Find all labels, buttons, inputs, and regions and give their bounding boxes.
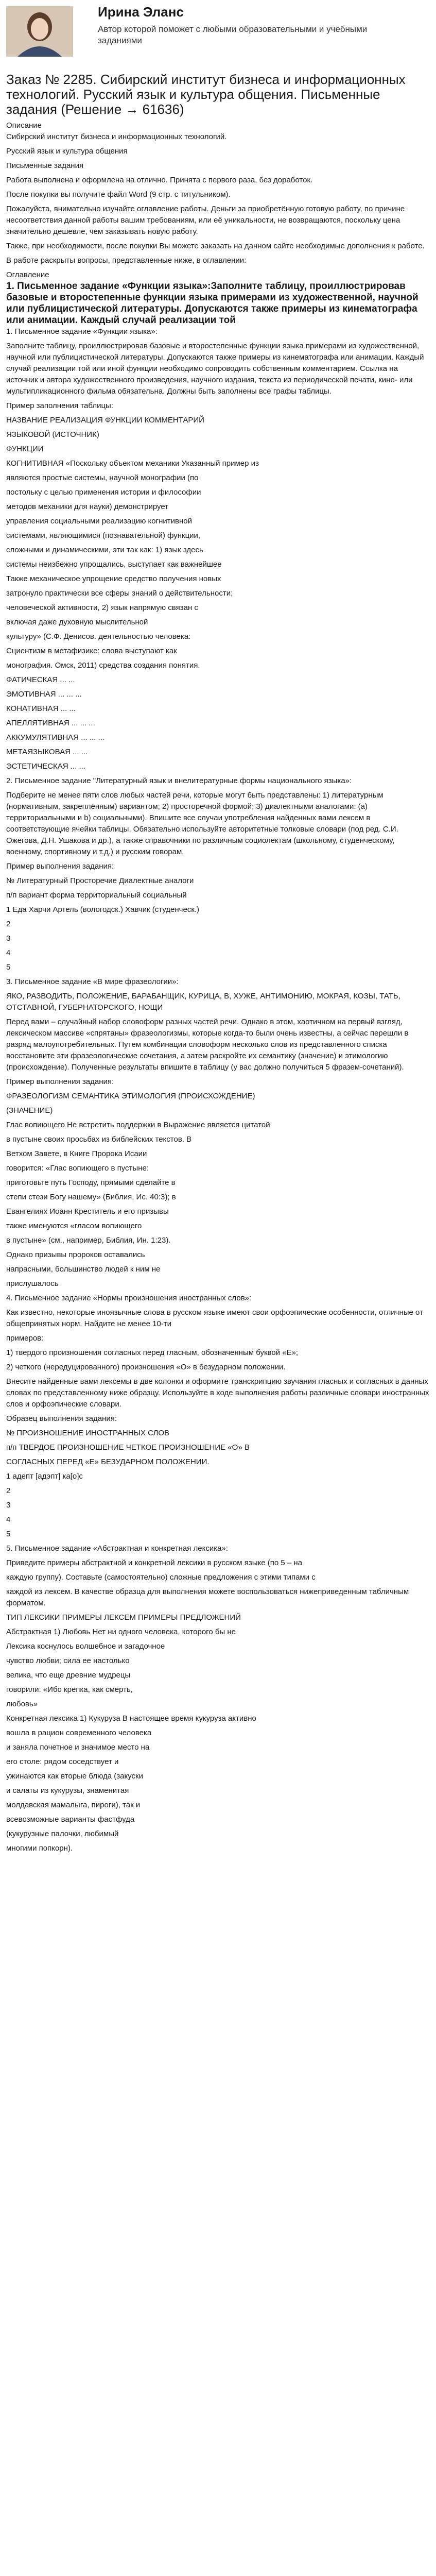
text-line: напрасными, большинство людей к ним не xyxy=(6,1265,161,1274)
text-line: включая даже духовную мыслительной xyxy=(6,618,148,626)
text-line: 1 адепт [адэпт] ка[о]с xyxy=(6,1472,83,1481)
text-line: (кукурузные палочки, любимый xyxy=(6,1829,119,1838)
text-line: Письменные задания xyxy=(6,161,84,170)
text-line: Также, при необходимости, после покупки Вы можете заказать на данном сайте необходимые дополнения к работе. xyxy=(6,242,425,250)
text-line: ЯКО, РАЗВОДИТЬ, ПОЛОЖЕНИЕ, БАРАБАНЩИК, КУРИЦА, В, ХУЖЕ, АНТИМОНИЮ, МОКРАЯ, КОЗЫ, ТАТЬ, ОТСТАВНОЙ, ГУБЕРНАТОРСКОГО, НОЩИ xyxy=(6,992,403,1012)
text-line: постольку с целью применения истории и философии xyxy=(6,488,201,497)
text-line: 1 Еда Харчи Артель (вологодск.) Хавчик (студенческ.) xyxy=(6,905,200,914)
text-line: ужинаются как вторые блюда (закуски xyxy=(6,1772,143,1781)
section-heading: 1. Письменное задание «Функции языка»:Заполните таблицу, проиллюстрировав базовые и второстепенные функции языка примерами из художественной, научной или публицистической литературы. Допускаются также примеры из кинематографа или анимации. Каждый случай реализации той xyxy=(6,281,421,326)
text-line: ЭМОТИВНАЯ ... ... ... xyxy=(6,690,82,699)
text-line: Ветхом Завете, в Книге Пророка Исаии xyxy=(6,1149,147,1158)
text-line: ТИП ЛЕКСИКИ ПРИМЕРЫ ЛЕКСЕМ ПРИМЕРЫ ПРЕДЛОЖЕНИЙ xyxy=(6,1613,241,1622)
text-line: Внесите найденные вами лексемы в две колонки и оформите транскрипцию звучания гласных и согласных в данных словах по представленному ниже образцу. Используйте в ходе выполнения работы различные словари иностранных слов и орфоэпические словари. xyxy=(6,1377,431,1409)
text-line: степи стези Богу нашему» (Библия, Ис. 40:3); в xyxy=(6,1193,176,1201)
text-line: 2 xyxy=(6,920,11,928)
order-description xyxy=(6,120,430,1854)
text-line: Пример заполнения таблицы: xyxy=(6,401,113,410)
text-line: Абстрактная 1) Любовь Нет ни одного человека, которого бы не xyxy=(6,1628,236,1636)
text-line: ФРАЗЕОЛОГИЗМ СЕМАНТИКА ЭТИМОЛОГИЯ (ПРОИСХОЖДЕНИЕ) xyxy=(6,1092,255,1100)
text-line: Приведите примеры абстрактной и конкретной лексики в русском языке (по 5 – на xyxy=(6,1558,303,1567)
text-line: являются простые системы, научной монографии (по xyxy=(6,473,199,482)
text-line: Евангелиях Иоанн Креститель и его призывы xyxy=(6,1207,169,1216)
text-line: Также механическое упрощение средство получения новых xyxy=(6,574,221,583)
text-line: НАЗВАНИЕ РЕАЛИЗАЦИЯ ФУНКЦИИ КОММЕНТАРИЙ xyxy=(6,416,204,425)
text-line: Пример выполнения задания: xyxy=(6,862,114,871)
text-line: чувство любви; сила ее настолько xyxy=(6,1656,130,1665)
text-line: Оглавление xyxy=(6,270,49,279)
text-line: Сциентизм в метафизике: слова выступают как xyxy=(6,647,177,655)
text-line: (ЗНАЧЕНИЕ) xyxy=(6,1106,53,1115)
text-line: 3 xyxy=(6,934,11,943)
text-line: № Литературный Просторечие Диалектные аналоги xyxy=(6,876,194,885)
text-line: Перед вами – случайный набор словоформ разных частей речи. Однако в этом, хаотичном на первый взгляд, лексическом массиве «спрятаны» фразеологизмы, которые когда-то были очень известны, а сейчас перешли в разряд малоупотребительных. Путем комбинации словоформ несколько слов из представленного списка восстановите эти фразеологические сочетания, а затем раскройте их семантику (значение) и этимологию (происхождение). Полученные результаты впишите в таблицу (у вас должно получиться 5 фразем-сочетаний). xyxy=(6,1018,411,1072)
avatar-image xyxy=(6,6,73,57)
text-line: 3 xyxy=(6,1501,11,1510)
text-line: и заняла почетное и значимое место на xyxy=(6,1743,150,1752)
order-title: Заказ № 2285. Сибирский институт бизнеса и информационных технологий. Русский язык и культура общения. Письменные задания (Решение → 61636) xyxy=(6,72,406,117)
text-line: управления социальными реализацию когнитивной xyxy=(6,517,192,526)
text-line: Образец выполнения задания: xyxy=(6,1414,117,1423)
text-line: 4 xyxy=(6,948,11,957)
text-line: системами, являющимися (познавательной) функции, xyxy=(6,531,201,540)
text-line: методов механики для науки) демонстрирует xyxy=(6,502,169,511)
text-line: 2 xyxy=(6,1486,11,1495)
text-line: ЯЗЫКОВОЙ (ИСТОЧНИК) xyxy=(6,430,99,439)
text-line: каждой из лексем. В качестве образца для выполнения можете воспользоваться нижеприведенным табличным форматом. xyxy=(6,1587,411,1607)
text-line: КОНАТИВНАЯ ... ... xyxy=(6,704,76,713)
text-line: 5 xyxy=(6,1530,11,1538)
text-line: Как известно, некоторые иноязычные слова в русском языке имеют свои орфоэпические особенности, отличные от общепринятых норм. Найдите не менее 10-ти xyxy=(6,1308,426,1328)
text-line: ФУНКЦИИ xyxy=(6,445,44,453)
text-line: п/п ТВЕРДОЕ ПРОИЗНОШЕНИЕ ЧЕТКОЕ ПРОИЗНОШЕНИЕ «О» В xyxy=(6,1443,250,1452)
text-line: 2. Письменное задание "Литературный язык и внелитературные формы национального языка»: xyxy=(6,776,352,785)
text-line: КОГНИТИВНАЯ «Поскольку объектом механики Указанный пример из xyxy=(6,459,259,468)
text-line: также именуются «гласом вопиющего xyxy=(6,1222,142,1230)
text-line: АПЕЛЛЯТИВНАЯ ... ... ... xyxy=(6,719,95,727)
text-line: Конкретная лексика 1) Кукуруза В настоящее время кукуруза активно xyxy=(6,1714,256,1723)
text-line: всевозможные варианты фастфуда xyxy=(6,1815,135,1824)
text-line: ЭСТЕТИЧЕСКАЯ ... ... xyxy=(6,762,85,771)
text-line: в пустыне» (см., например, Библия, Ин. 1:23). xyxy=(6,1236,171,1245)
text-line: примеров: xyxy=(6,1334,44,1343)
text-line: 1. Письменное задание «Функции языка»: xyxy=(6,327,158,336)
text-line: Подберите не менее пяти слов любых частей речи, которые могут быть представлены: 1) литературным (нормативным, закреплённым) вариантом; 2) просторечной формой; 3) диалектными аналогами: (а) территориальными и b) социальными). Впишите все случаи употребления найденных вами лексем в соответствующие ячейки таблицы. Обязательно используйте авторитетные толковые словари (под ред. С.И. Ожегова, Д.Н. Ушакова и др.), а также справочники по различным социолектам (школьному, студенческому, военному, спортивному и т.д.) и русским говорам. xyxy=(6,791,400,856)
text-line: любовь» xyxy=(6,1700,38,1708)
text-line: 5 xyxy=(6,963,11,972)
text-line: Однако призывы пророков оставались xyxy=(6,1250,145,1259)
text-line: велика, что еще древние мудрецы xyxy=(6,1671,131,1680)
text-line: вошла в рацион современного человека xyxy=(6,1728,152,1737)
text-line: 2) четкого (нередуцированного) произношения «О» в безударном положении. xyxy=(6,1363,286,1371)
text-line: Описание xyxy=(6,121,42,130)
text-line: 3. Письменное задание «В мире фразеологии»: xyxy=(6,977,179,986)
text-line: говорили: «Ибо крепка, как смерть, xyxy=(6,1685,133,1694)
text-line: молдавская мамалыга, пироги), так и xyxy=(6,1801,141,1809)
text-line: п/п вариант форма территориальный социальный xyxy=(6,891,187,900)
text-line: 1) твердого произношения согласных перед гласным, обозначенным буквой «Е»; xyxy=(6,1348,299,1357)
text-line: его столе: рядом соседствует и xyxy=(6,1757,119,1766)
author-header xyxy=(0,0,436,62)
text-line: ФАТИЧЕСКАЯ ... ... xyxy=(6,675,75,684)
text-line: Русский язык и культура общения xyxy=(6,147,128,156)
text-line: культуру» (С.Ф. Денисов. деятельностью человека: xyxy=(6,632,191,641)
text-line: 4 xyxy=(6,1515,11,1524)
text-line: Заполните таблицу, проиллюстрировав базовые и второстепенные функции языка примерами из художественной, научной или публицистической литературы. Допускаются также примеры из кинематографа или анимации. Каждый случай реализации той или иной функции необходимо сопроводить собственным комментарием. Ссылка на источник и автора художественного произведения, научного издания, текста из периодической печати, кино- или мультипликационного фильма обязательна. Должны быть заполнены все графы таблицы. xyxy=(6,342,426,396)
text-line: Глас вопиющего Не встретить поддержки в Выражение является цитатой xyxy=(6,1121,270,1129)
author-description: Автор которой поможет с любыми образовательными и учебными заданиями xyxy=(98,24,368,45)
text-line: Пожалуйста, внимательно изучайте оглавление работы. Деньги за приобретённую готовую работу, по причине несоответствия данной работы вашим требованиям, или её уникальности, не возвращаются, поскольку цена значительно дешевле, чем заказывать новую работу. xyxy=(6,205,407,236)
text-line: Сибирский институт бизнеса и информационных технологий. xyxy=(6,132,227,141)
text-line: прислушалось xyxy=(6,1279,59,1288)
order-content xyxy=(6,72,430,1857)
text-line: затронуло практически все сферы знаний о действительности; xyxy=(6,589,233,598)
text-line: каждую группу). Составьте (самостоятельно) сложные предложения с этими типами с xyxy=(6,1573,316,1582)
text-line: Работа выполнена и оформлена на отлично. Принята с первого раза, без доработок. xyxy=(6,176,313,184)
text-line: В работе раскрыты вопросы, представленные ниже, в оглавлении: xyxy=(6,256,247,265)
text-line: Лексика коснулось волшебное и загадочное xyxy=(6,1642,165,1651)
text-line: МЕТАЯЗЫКОВАЯ ... ... xyxy=(6,748,88,756)
text-line: № ПРОИЗНОШЕНИЕ ИНОСТРАННЫХ СЛОВ xyxy=(6,1429,170,1437)
text-line: 5. Письменное задание «Абстрактная и конкретная лексика»: xyxy=(6,1544,228,1553)
text-line: говорится: «Глас вопиющего в пустыне: xyxy=(6,1164,149,1173)
text-line: человеческой активности, 2) язык напрямую связан с xyxy=(6,603,198,612)
text-line: Пример выполнения задания: xyxy=(6,1077,114,1086)
text-line: 4. Письменное задание «Нормы произношения иностранных слов»: xyxy=(6,1294,252,1302)
text-line: монография. Омск, 2011) средства создания понятия. xyxy=(6,661,200,670)
text-line: сложными и динамическими, эти так как: 1) язык здесь xyxy=(6,546,203,554)
text-line: системы неизбежно упрощались, выступает как важнейшее xyxy=(6,560,222,569)
author-avatar[interactable] xyxy=(6,6,73,57)
text-line: СОГЛАСНЫХ ПЕРЕД «Е» БЕЗУДАРНОМ ПОЛОЖЕНИИ. xyxy=(6,1458,210,1466)
text-line: в пустыне своих просьбах из библейских текстов. В xyxy=(6,1135,192,1144)
text-line: АККУМУЛЯТИВНАЯ ... ... ... xyxy=(6,733,105,742)
text-line: многими попкорн). xyxy=(6,1844,73,1853)
text-line: приготовьте путь Господу, прямыми сделайте в xyxy=(6,1178,176,1187)
text-line: и салаты из кукурузы, знаменитая xyxy=(6,1786,129,1795)
author-name[interactable]: Ирина Эланс xyxy=(98,4,184,20)
text-line: После покупки вы получите файл Word (9 стр. с титульником). xyxy=(6,190,231,199)
